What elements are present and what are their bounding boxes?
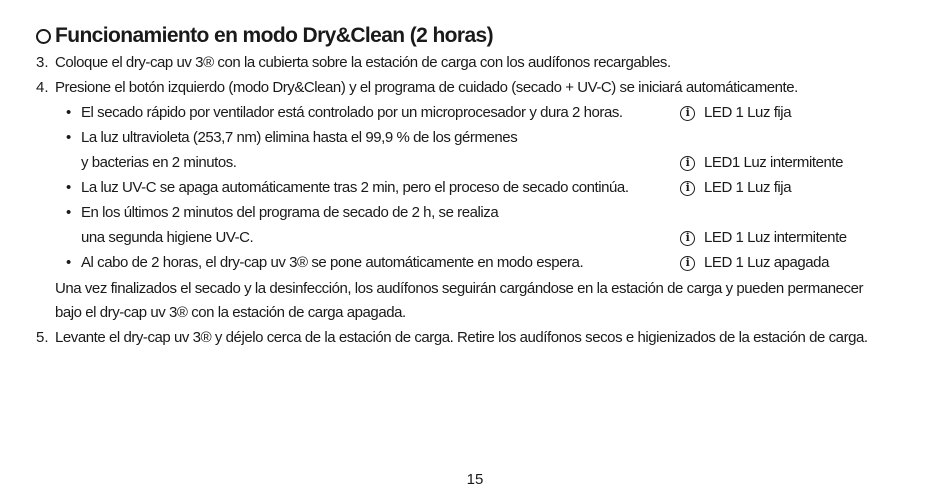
bullet-text: La luz UV-C se apaga automáticamente tras 2 min, pero el proceso de secado continúa. (81, 179, 629, 196)
led-status (680, 178, 791, 198)
section-heading (36, 24, 493, 48)
step-number: 5. (36, 329, 49, 346)
bullet-text: La luz ultravioleta (253,7 nm) elimina hasta el 99,9 % de los gérmenes (81, 129, 518, 146)
led-status (680, 253, 829, 273)
bullet-text: una segunda higiene UV-C. (81, 229, 254, 246)
led-status-text: LED 1 Luz fija (704, 179, 792, 196)
bullet-marker: • (66, 204, 72, 221)
bullet-marker: • (66, 254, 72, 271)
info-icon: i (680, 156, 695, 171)
bullet-text: Al cabo de 2 horas, el dry-cap uv 3® se pone automáticamente en modo espera. (81, 254, 584, 271)
step-text: Presione el botón izquierdo (modo Dry&Clean) y el programa de cuidado (secado + UV-C) se iniciará automáticamente. (55, 79, 798, 96)
led-status-text: LED 1 Luz fija (704, 104, 792, 121)
led-status-text: LED 1 Luz intermitente (704, 229, 847, 246)
bullet-marker: • (66, 179, 72, 196)
bullet-text: y bacterias en 2 minutos. (81, 154, 237, 171)
bullet-marker: • (66, 104, 72, 121)
step-number: 4. (36, 79, 49, 96)
step-text: Coloque el dry-cap uv 3® con la cubierta sobre la estación de carga con los audífonos recargables. (55, 54, 671, 71)
led-status (680, 103, 791, 123)
page-number: 15 (466, 471, 484, 488)
circle-icon (36, 29, 51, 44)
bullet-marker: • (66, 129, 72, 146)
step-number: 3. (36, 54, 49, 71)
led-status (680, 153, 843, 173)
section-heading-text: Funcionamiento en modo Dry&Clean (2 horas) (55, 24, 494, 47)
led-status-text: LED 1 Luz apagada (704, 254, 829, 271)
led-status-text: LED1 Luz intermitente (704, 154, 843, 171)
info-icon: i (680, 231, 695, 246)
led-status (680, 228, 847, 248)
step-text: Levante el dry-cap uv 3® y déjelo cerca de la estación de carga. Retire los audífonos secos e higienizados de la estación de carga. (55, 329, 868, 346)
info-icon: i (680, 106, 695, 121)
info-icon: i (680, 256, 695, 271)
paragraph-line: Una vez finalizados el secado y la desinfección, los audífonos seguirán cargándose en la estación de carga y pueden permanecer (55, 280, 864, 297)
bullet-text: El secado rápido por ventilador está controlado por un microprocesador y dura 2 horas. (81, 104, 623, 121)
info-icon: i (680, 181, 695, 196)
bullet-text: En los últimos 2 minutos del programa de secado de 2 h, se realiza (81, 204, 499, 221)
paragraph-line: bajo el dry-cap uv 3® con la estación de carga apagada. (55, 304, 406, 321)
